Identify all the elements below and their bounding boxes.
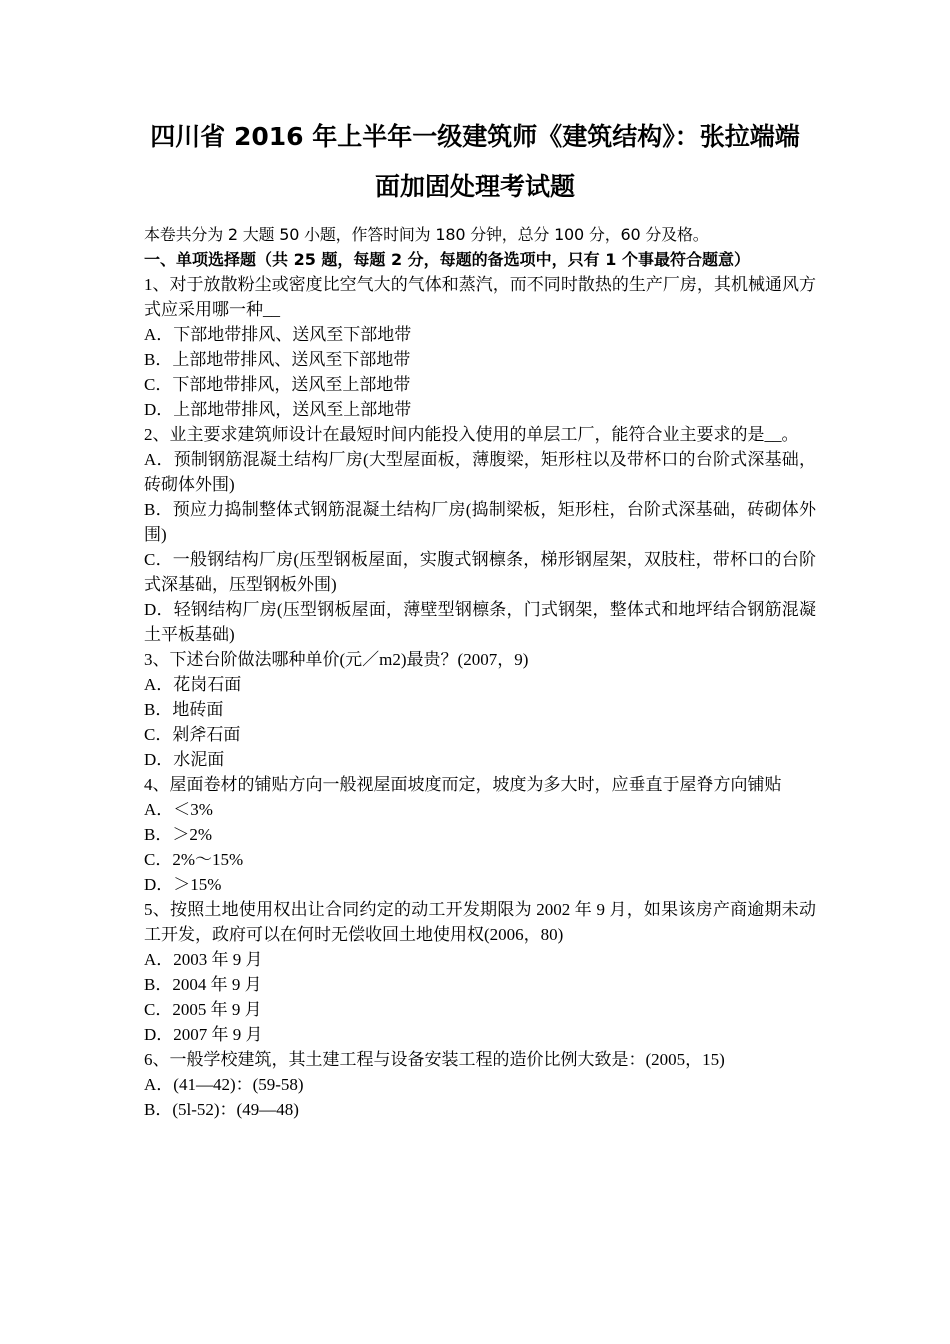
option-a: A．＜3% — [144, 800, 213, 819]
question-2 — [144, 422, 816, 647]
option-b: B．上部地带排风、送风至下部地带 — [144, 350, 411, 369]
question-text: 2、业主要求建筑师设计在最短时间内能投入使用的单层工厂，能符合业主要求的是__。 — [144, 425, 799, 444]
option-c: C．2005 年 9 月 — [144, 1000, 262, 1019]
document-title-line1: 四川省 2016 年上半年一级建筑师《建筑结构》：张拉端端 — [150, 122, 800, 151]
option-d: D．水泥面 — [144, 750, 225, 769]
option-b: B．(5l-52)：(49—48) — [144, 1100, 299, 1119]
section-heading: 一、单项选择题（共 25 题，每题 2 分，每题的备选项中，只有 1 个事最符合题意） — [144, 250, 750, 269]
option-d: D．2007 年 9 月 — [144, 1025, 263, 1044]
option-c: C．一般钢结构厂房(压型钢板屋面，实腹式钢檩条，梯形钢屋架，双肢柱，带杯口的台阶式深基础，压型钢板外围) — [144, 550, 816, 594]
option-c: C．剁斧石面 — [144, 725, 241, 744]
document-title-line2: 面加固处理考试题 — [374, 172, 575, 201]
option-b: B．＞2% — [144, 825, 212, 844]
question-6 — [144, 1047, 816, 1122]
option-b: B．预应力捣制整体式钢筋混凝土结构厂房(捣制梁板，矩形柱，台阶式深基础，砖砌体外围) — [144, 500, 816, 544]
question-1 — [144, 272, 816, 422]
option-d: D．上部地带排风，送风至上部地带 — [144, 400, 412, 419]
option-a: A．(41—42)：(59-58) — [144, 1075, 304, 1094]
option-b: B．地砖面 — [144, 700, 224, 719]
exam-intro: 本卷共分为 2 大题 50 小题，作答时间为 180 分钟，总分 100 分，60 分及格。 — [144, 225, 709, 244]
option-c: C．2%～15% — [144, 850, 244, 869]
question-text: 5、按照土地使用权出让合同约定的动工开发期限为 2002 年 9 月，如果该房产商逾期未动工开发，政府可以在何时无偿收回土地使用权(2006，80) — [144, 900, 816, 944]
question-text: 4、屋面卷材的铺贴方向一般视屋面坡度而定，坡度为多大时，应垂直于屋脊方向铺贴 — [144, 775, 782, 794]
option-d: D．＞15% — [144, 875, 222, 894]
option-d: D．轻钢结构厂房(压型钢板屋面，薄壁型钢檩条，门式钢架，整体式和地坪结合钢筋混凝土平板基础) — [144, 600, 816, 644]
question-4 — [144, 772, 816, 897]
option-a: A．2003 年 9 月 — [144, 950, 263, 969]
option-a: A．花岗石面 — [144, 675, 242, 694]
option-a: A．下部地带排风、送风至下部地带 — [144, 325, 412, 344]
question-3 — [144, 647, 816, 772]
option-c: C．下部地带排风，送风至上部地带 — [144, 375, 411, 394]
question-text: 1、对于放散粉尘或密度比空气大的气体和蒸汽，而不同时散热的生产厂房，其机械通风方式应采用哪一种__ — [144, 275, 816, 319]
question-text: 3、下述台阶做法哪种单价(元／m2)最贵？(2007，9) — [144, 650, 529, 669]
option-a: A．预制钢筋混凝土结构厂房(大型屋面板，薄腹梁，矩形柱以及带杯口的台阶式深基础，砖砌体外围) — [144, 450, 816, 494]
question-text: 6、一般学校建筑，其土建工程与设备安装工程的造价比例大致是：(2005，15) — [144, 1050, 725, 1069]
option-b: B．2004 年 9 月 — [144, 975, 262, 994]
question-5 — [144, 897, 816, 1047]
document-body — [144, 222, 816, 1122]
